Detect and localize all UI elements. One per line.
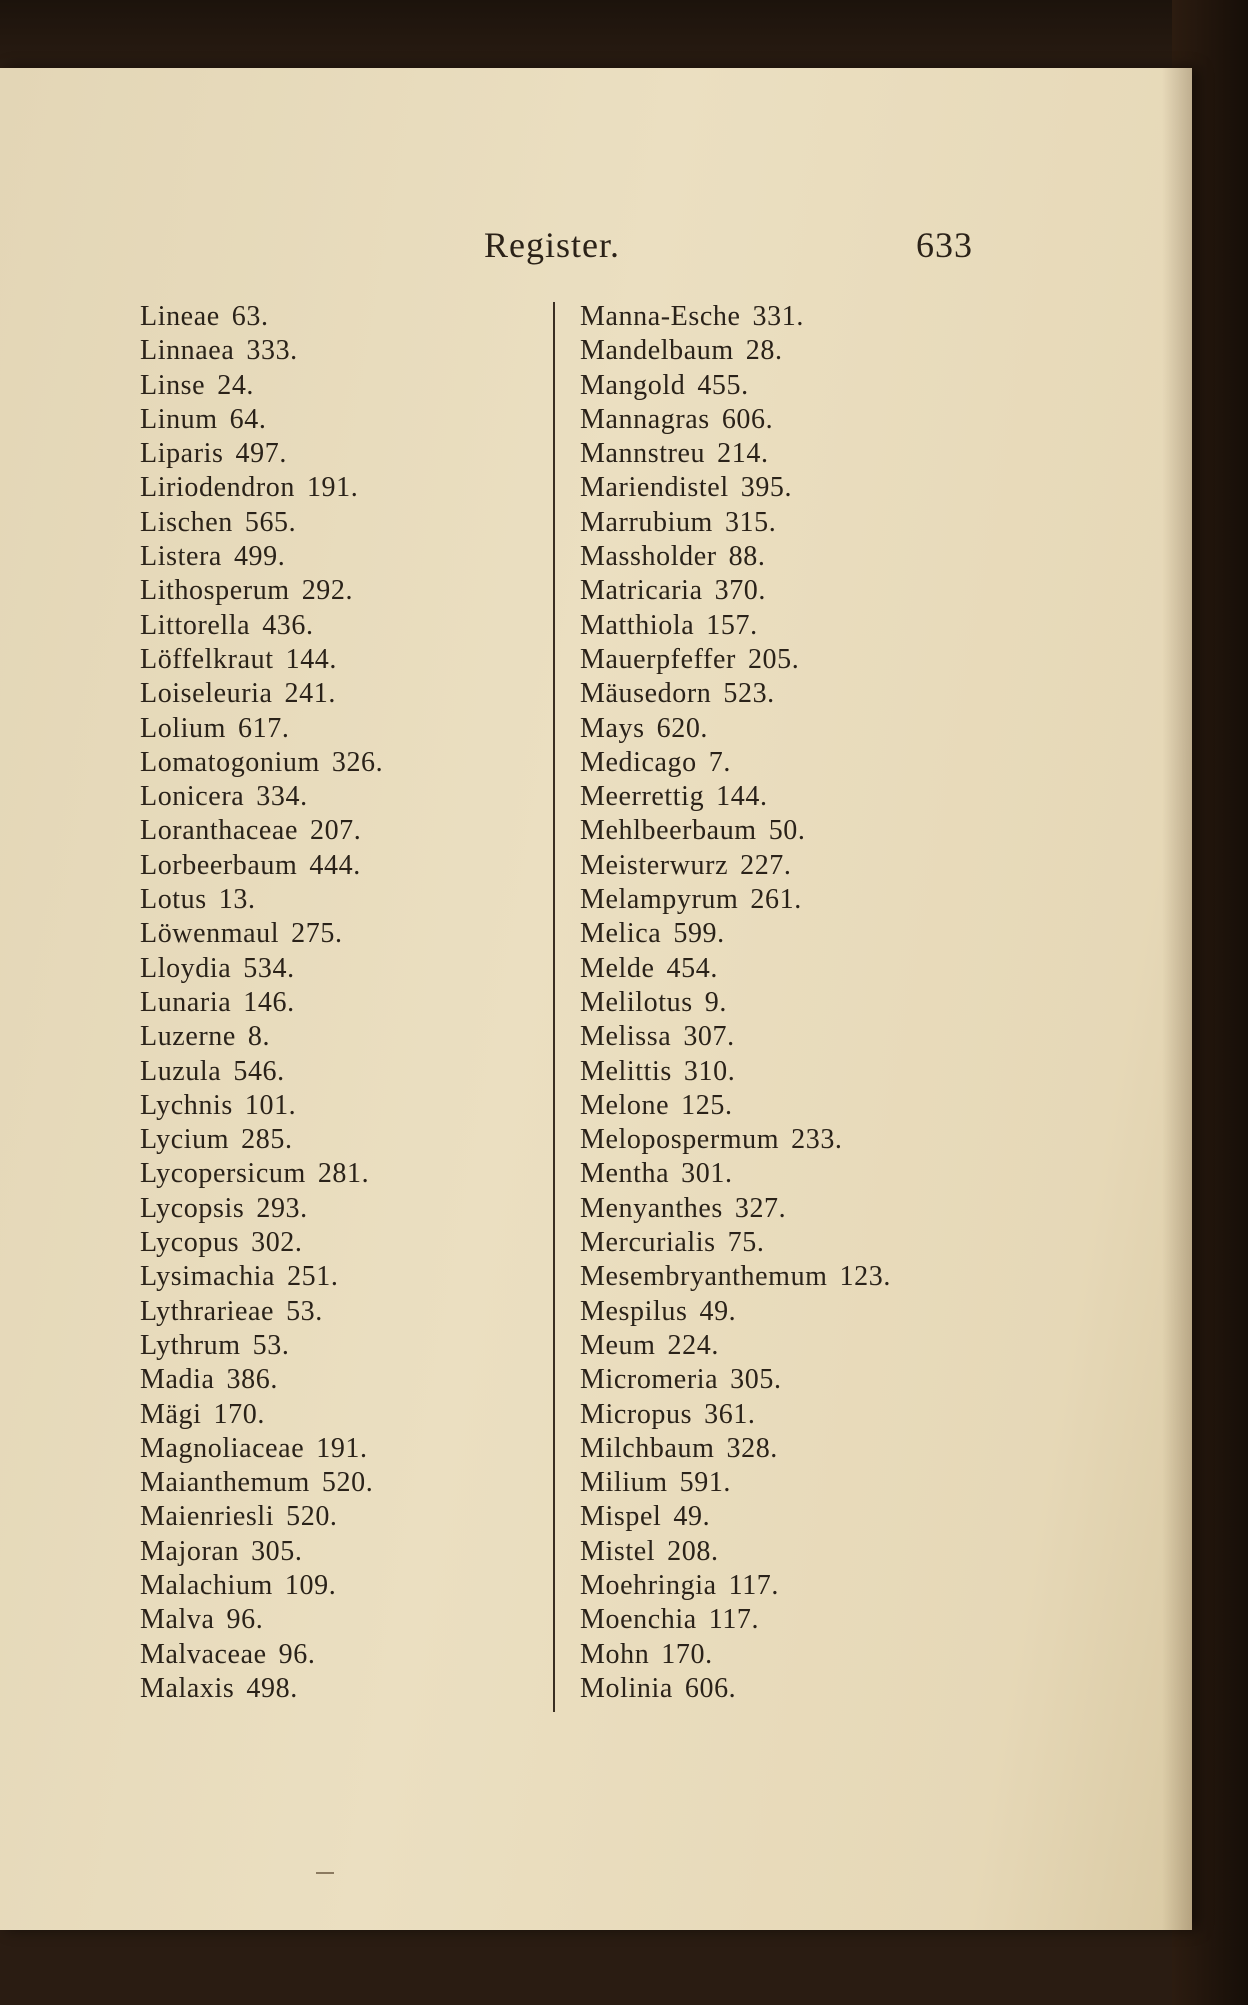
index-entry (140, 334, 383, 368)
index-entry (580, 609, 891, 643)
entry-name: Löwenmaul (140, 918, 280, 950)
entry-page: 8. (247, 1021, 271, 1053)
entry-name: Mays (580, 712, 645, 744)
entry-page: 53. (252, 1329, 290, 1361)
index-entry (580, 986, 891, 1020)
index-entry (580, 1603, 891, 1637)
entry-name: Mauerpfeffer (580, 643, 736, 675)
entry-page: 191. (306, 472, 359, 504)
index-entry (140, 1500, 383, 1534)
entry-page: 144. (716, 781, 768, 813)
index-entry (140, 1055, 383, 1089)
entry-name: Lonicera (140, 781, 245, 813)
index-column-left (140, 300, 383, 1706)
index-entry (140, 677, 383, 711)
entry-page: 606. (684, 1672, 737, 1704)
entry-name: Mariendistel (580, 472, 729, 504)
entry-page: 9. (704, 986, 727, 1018)
entry-name: Melone (580, 1089, 670, 1121)
index-entry (580, 334, 891, 368)
entry-page: 565. (244, 506, 297, 538)
entry-page: 208. (667, 1535, 719, 1567)
index-entry (580, 1226, 891, 1260)
entry-name: Lolium (140, 712, 227, 744)
index-entry (580, 437, 891, 471)
entry-page: 281. (317, 1158, 370, 1190)
entry-name: Luzerne (140, 1021, 236, 1053)
entry-page: 123. (839, 1261, 891, 1293)
entry-page: 591. (679, 1467, 732, 1499)
entry-name: Lunaria (140, 986, 232, 1018)
entry-name: Marrubium (580, 506, 713, 538)
entry-name: Mannagras (580, 403, 710, 435)
entry-name: Lycopersicum (140, 1158, 306, 1190)
entry-name: Matricaria (580, 575, 703, 607)
entry-page: 146. (243, 986, 295, 1018)
index-entry (140, 1123, 383, 1157)
entry-page: 144. (285, 643, 337, 675)
entry-name: Magnoliaceae (140, 1432, 305, 1464)
entry-name: Melica (580, 918, 662, 950)
entry-name: Malvaceae (140, 1638, 267, 1670)
entry-page: 326. (331, 746, 384, 778)
index-entry (580, 1398, 891, 1432)
entry-page: 328. (726, 1432, 778, 1464)
entry-page: 444. (309, 849, 361, 881)
index-entry (580, 1123, 891, 1157)
index-entry (140, 1535, 383, 1569)
index-entry (140, 712, 383, 746)
entry-page: 275. (291, 918, 343, 950)
index-entry (580, 1020, 891, 1054)
entry-name: Liriodendron (140, 472, 295, 504)
entry-name: Mespilus (580, 1295, 688, 1327)
entry-page: 620. (656, 712, 709, 744)
index-entry (140, 1638, 383, 1672)
entry-page: 24. (217, 369, 255, 401)
entry-page: 520. (286, 1501, 338, 1533)
entry-name: Malaxis (140, 1672, 235, 1704)
index-entry (140, 1603, 383, 1637)
index-entry (140, 437, 383, 471)
entry-name: Mohn (580, 1638, 650, 1670)
entry-page: 386. (226, 1364, 278, 1396)
entry-name: Lloydia (140, 952, 232, 984)
entry-name: Linnaea (140, 335, 235, 367)
entry-name: Majoran (140, 1535, 240, 1567)
entry-page: 117. (728, 1569, 780, 1601)
entry-name: Menyanthes (580, 1192, 723, 1224)
page-header (0, 224, 1248, 274)
entry-name: Lysimachia (140, 1261, 276, 1293)
index-entry (580, 712, 891, 746)
entry-page: 170. (661, 1638, 713, 1670)
entry-name: Löffelkraut (140, 643, 274, 675)
index-entry (580, 643, 891, 677)
index-entry (580, 1192, 891, 1226)
index-entry (140, 1020, 383, 1054)
index-entry (580, 369, 891, 403)
index-entry (580, 814, 891, 848)
entry-name: Melde (580, 952, 655, 984)
entry-name: Mandelbaum (580, 335, 734, 367)
entry-page: 315. (724, 506, 777, 538)
page-title: Register. (484, 225, 620, 265)
entry-page: 520. (321, 1467, 374, 1499)
entry-page: 101. (244, 1089, 297, 1121)
entry-page: 7. (708, 746, 731, 778)
entry-name: Littorella (140, 609, 251, 641)
entry-page: 157. (706, 609, 758, 641)
entry-name: Matthiola (580, 609, 695, 641)
entry-page: 292. (301, 575, 354, 607)
index-entry (580, 917, 891, 951)
column-divider (553, 302, 555, 1712)
entry-page: 28. (745, 335, 783, 367)
index-entry (580, 1055, 891, 1089)
index-entry (140, 643, 383, 677)
entry-name: Mehlbeerbaum (580, 815, 757, 847)
index-entry (140, 471, 383, 505)
entry-name: Milium (580, 1467, 668, 1499)
index-entry (140, 574, 383, 608)
footer-mark (316, 1872, 334, 1874)
index-entry (580, 1535, 891, 1569)
entry-name: Manna-Esche (580, 301, 741, 332)
index-entry (580, 1638, 891, 1672)
index-entry (140, 609, 383, 643)
index-entry (580, 1329, 891, 1363)
index-entry (140, 1432, 383, 1466)
index-entry (140, 1363, 383, 1397)
entry-page: 125. (681, 1089, 733, 1121)
entry-page: 96. (278, 1638, 316, 1670)
entry-name: Melissa (580, 1021, 672, 1053)
index-entry (580, 403, 891, 437)
index-entry (580, 1089, 891, 1123)
index-entry (580, 1432, 891, 1466)
entry-name: Liparis (140, 438, 224, 470)
index-entry (580, 300, 891, 334)
entry-page: 285. (241, 1124, 293, 1156)
index-entry (140, 1672, 383, 1706)
index-entry (140, 1260, 383, 1294)
entry-name: Mentha (580, 1158, 670, 1190)
entry-name: Lycium (140, 1124, 230, 1156)
index-entry (140, 1192, 383, 1226)
index-entry (580, 780, 891, 814)
entry-name: Lischen (140, 506, 233, 538)
index-entry (580, 1672, 891, 1706)
entry-name: Mercurialis (580, 1227, 716, 1259)
entry-page: 333. (246, 335, 298, 367)
entry-page: 361. (704, 1398, 756, 1430)
entry-name: Lithosperum (140, 575, 290, 607)
entry-name: Lythrarieae (140, 1295, 275, 1327)
entry-name: Moenchia (580, 1604, 697, 1636)
index-entry (140, 986, 383, 1020)
entry-page: 109. (284, 1569, 337, 1601)
entry-page: 261. (750, 884, 802, 916)
entry-page: 64. (229, 403, 267, 435)
entry-name: Luzula (140, 1055, 222, 1087)
entry-page: 63. (231, 301, 269, 332)
index-entry (140, 883, 383, 917)
index-entry (580, 1260, 891, 1294)
entry-name: Malachium (140, 1569, 273, 1601)
entry-name: Listera (140, 541, 222, 573)
index-column-right (580, 300, 891, 1706)
entry-name: Meerrettig (580, 781, 705, 813)
entry-page: 49. (699, 1295, 737, 1327)
entry-name: Mistel (580, 1535, 656, 1567)
entry-page: 207. (309, 815, 362, 847)
index-entry (580, 471, 891, 505)
index-entry (140, 1466, 383, 1500)
entry-page: 305. (251, 1535, 303, 1567)
entry-page: 293. (256, 1192, 308, 1224)
entry-name: Mangold (580, 369, 686, 401)
entry-page: 310. (683, 1055, 736, 1087)
entry-name: Lycopsis (140, 1192, 245, 1224)
index-entry (580, 952, 891, 986)
entry-name: Micromeria (580, 1364, 719, 1396)
index-entry (140, 1398, 383, 1432)
entry-page: 534. (243, 952, 295, 984)
index-entry (580, 1466, 891, 1500)
index-entry (580, 849, 891, 883)
entry-page: 241. (284, 678, 336, 710)
entry-name: Meum (580, 1329, 656, 1361)
entry-name: Linum (140, 403, 218, 435)
entry-page: 251. (287, 1261, 339, 1293)
entry-name: Loiseleuria (140, 678, 273, 710)
entry-page: 227. (740, 849, 792, 881)
index-entry (580, 574, 891, 608)
entry-page: 302. (251, 1227, 303, 1259)
entry-name: Mispel (580, 1501, 662, 1533)
entry-name: Lychnis (140, 1089, 233, 1121)
entry-page: 334. (256, 781, 308, 813)
index-entry (140, 780, 383, 814)
entry-name: Mesembryanthemum (580, 1261, 828, 1293)
entry-page: 88. (728, 541, 766, 573)
index-entry (140, 814, 383, 848)
index-entry (140, 1157, 383, 1191)
index-entry (140, 1226, 383, 1260)
index-entry (580, 1295, 891, 1329)
entry-page: 498. (246, 1672, 298, 1704)
entry-page: 49. (673, 1501, 711, 1533)
entry-name: Melopospermum (580, 1124, 780, 1156)
index-entry (140, 1089, 383, 1123)
entry-page: 96. (226, 1604, 264, 1636)
entry-page: 617. (238, 712, 290, 744)
entry-name: Milchbaum (580, 1432, 715, 1464)
entry-page: 599. (673, 918, 725, 950)
index-entry (580, 1157, 891, 1191)
index-entry (580, 746, 891, 780)
entry-page: 327. (734, 1192, 787, 1224)
entry-name: Melampyrum (580, 884, 739, 916)
entry-name: Melilotus (580, 986, 693, 1018)
entry-name: Molinia (580, 1672, 673, 1704)
entry-page: 395. (740, 472, 793, 504)
entry-page: 301. (681, 1158, 733, 1190)
index-entry (140, 1569, 383, 1603)
entry-name: Lythrum (140, 1329, 241, 1361)
entry-page: 13. (218, 884, 256, 916)
entry-name: Linse (140, 369, 206, 401)
entry-page: 455. (697, 369, 749, 401)
entry-page: 53. (286, 1295, 323, 1327)
entry-page: 307. (683, 1021, 735, 1053)
entry-page: 370. (714, 575, 766, 607)
entry-page: 497. (235, 438, 287, 470)
entry-page: 523. (723, 678, 775, 710)
index-entry (140, 849, 383, 883)
entry-name: Lomatogonium (140, 746, 320, 778)
index-entry (140, 1295, 383, 1329)
index-entry (580, 1363, 891, 1397)
entry-page: 191. (316, 1432, 368, 1464)
entry-page: 606. (721, 403, 774, 435)
entry-name: Mägi (140, 1398, 202, 1430)
index-entry (140, 746, 383, 780)
entry-page: 75. (727, 1227, 765, 1259)
index-entry (140, 369, 383, 403)
index-entry (140, 403, 383, 437)
entry-name: Massholder (580, 541, 717, 573)
index-entry (580, 883, 891, 917)
index-entry (140, 1329, 383, 1363)
entry-page: 117. (708, 1604, 760, 1636)
index-entry (140, 952, 383, 986)
index-entry (140, 300, 383, 334)
index-entry (140, 917, 383, 951)
entry-name: Madia (140, 1364, 215, 1396)
entry-page: 205. (747, 643, 800, 675)
entry-name: Mannstreu (580, 438, 706, 470)
entry-name: Medicago (580, 746, 697, 778)
entry-name: Meisterwurz (580, 849, 729, 881)
entry-page: 214. (717, 438, 769, 470)
entry-name: Moehringia (580, 1569, 717, 1601)
entry-page: 305. (730, 1364, 782, 1396)
entry-page: 50. (768, 815, 806, 847)
entry-name: Loranthaceae (140, 815, 298, 847)
index-entry (580, 506, 891, 540)
entry-page: 224. (667, 1329, 719, 1361)
entry-name: Maianthemum (140, 1467, 310, 1499)
entry-name: Melittis (580, 1055, 672, 1087)
entry-page: 331. (752, 301, 804, 332)
entry-page: 454. (666, 952, 718, 984)
entry-name: Lycopus (140, 1227, 240, 1259)
index-entry (140, 506, 383, 540)
index-entry (580, 540, 891, 574)
entry-name: Lorbeerbaum (140, 849, 298, 881)
entry-name: Malva (140, 1604, 215, 1636)
entry-name: Mäusedorn (580, 678, 712, 710)
entry-name: Lotus (140, 884, 207, 916)
entry-page: 499. (233, 541, 286, 573)
index-entry (580, 1500, 891, 1534)
entry-page: 170. (213, 1398, 265, 1430)
entry-page: 436. (262, 609, 314, 641)
entry-name: Micropus (580, 1398, 693, 1430)
entry-name: Lineae (140, 301, 220, 332)
entry-page: 546. (233, 1055, 285, 1087)
entry-page: 233. (791, 1124, 843, 1156)
entry-name: Maienriesli (140, 1501, 275, 1533)
index-entry (580, 1569, 891, 1603)
index-entry (580, 677, 891, 711)
page-number: 633 (916, 225, 973, 265)
index-entry (140, 540, 383, 574)
